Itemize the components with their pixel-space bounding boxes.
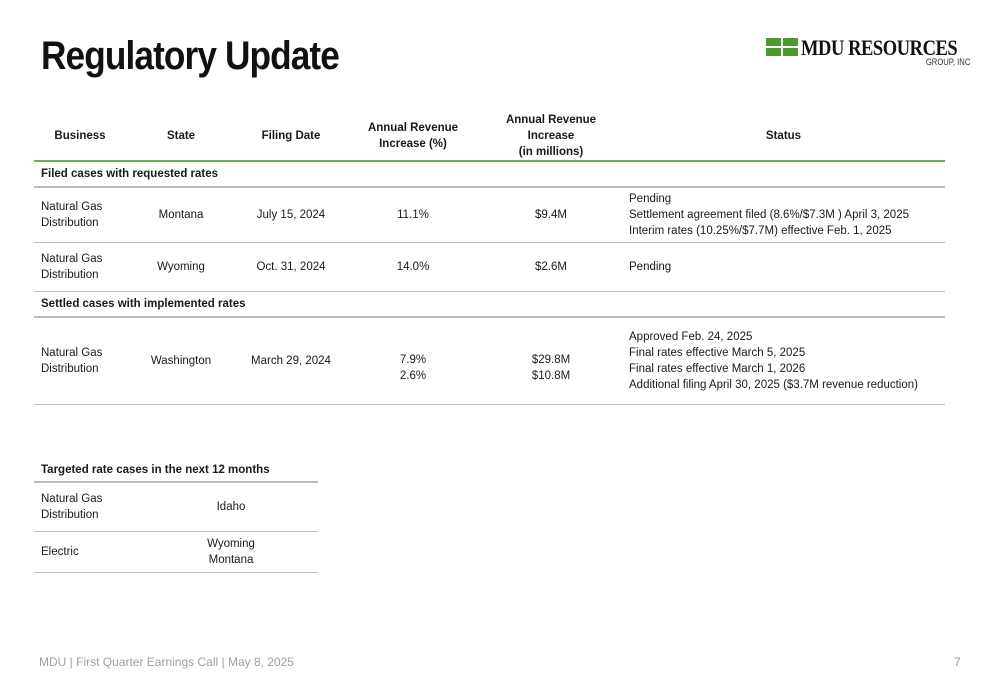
logo-grid-icon — [766, 38, 798, 56]
targeted-rate-cases-table — [34, 458, 318, 573]
cell-state: Wyoming — [126, 243, 236, 292]
cell-status: Pending — [622, 243, 945, 292]
cell-revenue-millions: $2.6M — [480, 243, 622, 292]
table-row — [34, 243, 945, 292]
cell-filing-date: July 15, 2024 — [236, 187, 346, 243]
targeted-heading: Targeted rate cases in the next 12 months — [34, 458, 318, 482]
cell-status: Approved Feb. 24, 2025 Final rates effective March 5, 2025 Final rates effective March 1, 2026 Additional filing April 30, 2025 ($3.7M revenue reduction) — [622, 317, 945, 405]
cell-business: Electric — [34, 532, 144, 573]
header-state: State — [126, 112, 236, 161]
header-status: Status — [622, 112, 945, 161]
cell-filing-date: March 29, 2024 — [236, 317, 346, 405]
cell-revenue-millions: $9.4M — [480, 187, 622, 243]
footer-text: MDU | First Quarter Earnings Call | May 8, 2025 — [39, 655, 294, 669]
company-logo — [766, 37, 976, 71]
table-row — [34, 532, 318, 573]
page-number: 7 — [954, 655, 961, 669]
cell-business: Natural Gas Distribution — [34, 243, 126, 292]
cell-state: Montana — [126, 187, 236, 243]
cell-filing-date: Oct. 31, 2024 — [236, 243, 346, 292]
cell-business: Natural Gas Distribution — [34, 482, 144, 532]
cell-states: Idaho — [144, 482, 318, 532]
cell-revenue-pct: 14.0% — [346, 243, 480, 292]
rate-case-table — [34, 112, 945, 405]
cell-business: Natural Gas Distribution — [34, 317, 126, 405]
header-filing-date: Filing Date — [236, 112, 346, 161]
cell-business: Natural Gas Distribution — [34, 187, 126, 243]
page-title: Regulatory Update — [41, 34, 339, 78]
section-row-filed — [34, 161, 945, 187]
cell-revenue-millions: $29.8M $10.8M — [480, 317, 622, 405]
table-row — [34, 317, 945, 405]
logo-name: MDU RESOURCES — [801, 35, 958, 60]
table-row — [34, 482, 318, 532]
table-header-row — [34, 112, 945, 161]
targeted-heading-row — [34, 458, 318, 482]
header-revenue-pct: Annual Revenue Increase (%) — [346, 112, 480, 161]
cell-states: Wyoming Montana — [144, 532, 318, 573]
header-revenue-millions: Annual Revenue Increase (in millions) — [480, 112, 622, 161]
section-label: Filed cases with requested rates — [34, 161, 945, 187]
logo-subtitle: GROUP, INC — [925, 57, 970, 67]
header-business: Business — [34, 112, 126, 161]
cell-state: Washington — [126, 317, 236, 405]
section-row-settled — [34, 292, 945, 318]
table-row — [34, 187, 945, 243]
cell-revenue-pct: 11.1% — [346, 187, 480, 243]
cell-revenue-pct: 7.9% 2.6% — [346, 317, 480, 405]
section-label: Settled cases with implemented rates — [34, 292, 945, 318]
cell-status: Pending Settlement agreement filed (8.6%/$7.3M ) April 3, 2025 Interim rates (10.25%/$7.7M) effective Feb. 1, 2025 — [622, 187, 945, 243]
